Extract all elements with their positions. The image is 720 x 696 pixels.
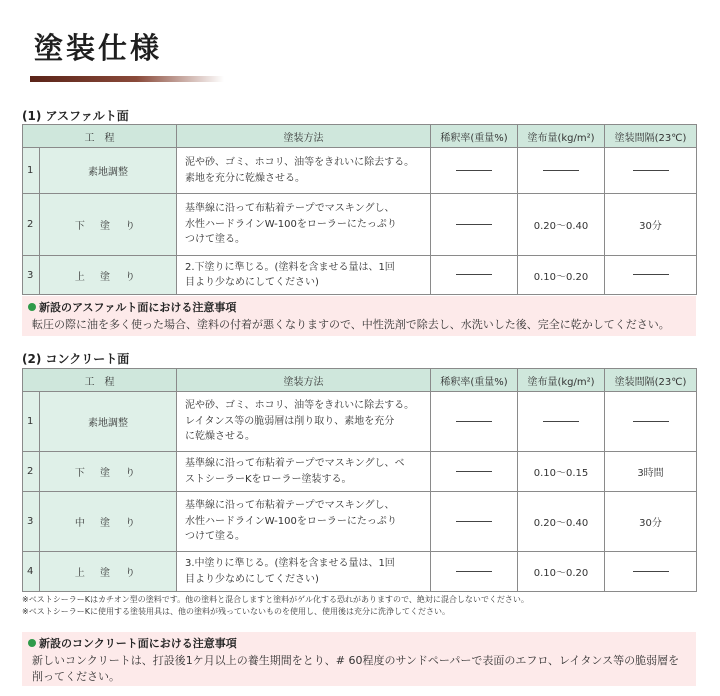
table-row xyxy=(23,194,697,256)
interval-value xyxy=(605,552,697,592)
coverage-value: 0.20～0.40 xyxy=(518,492,605,552)
interval-value: 3時間 xyxy=(605,452,697,492)
not-applicable-dash xyxy=(456,421,492,422)
step-name: 上 塗 り xyxy=(40,552,177,592)
col-header-coverage: 塗布量(kg/m²) xyxy=(518,369,605,392)
dilution-value xyxy=(431,552,518,592)
step-number: 2 xyxy=(23,194,40,256)
step-name: 素地調整 xyxy=(40,148,177,194)
coverage-value: 0.10～0.15 xyxy=(518,452,605,492)
method-text: 泥や砂、ゴミ、ホコリ、油等をきれいに除去する。 素地を充分に乾燥させる。 xyxy=(177,148,431,194)
note-body: 転圧の際に油を多く使った場合、塗料の付着が悪くなりますので、中性洗剤で除去し、水洗いした後、完全に乾かしてください。 xyxy=(32,318,670,331)
step-number: 1 xyxy=(23,148,40,194)
col-header-dilution: 稀釈率(重量%) xyxy=(431,369,518,392)
interval-value xyxy=(605,256,697,295)
asphalt-caution-note xyxy=(22,296,696,336)
col-header-method: 塗装方法 xyxy=(177,125,431,148)
step-number: 1 xyxy=(23,392,40,452)
dilution-value xyxy=(431,492,518,552)
green-bullet-icon xyxy=(28,303,36,311)
not-applicable-dash xyxy=(633,274,669,275)
not-applicable-dash xyxy=(456,170,492,171)
col-header-process: 工 程 xyxy=(23,369,177,392)
step-name: 下 塗 り xyxy=(40,194,177,256)
step-name: 中 塗 り xyxy=(40,492,177,552)
dilution-value xyxy=(431,392,518,452)
coverage-value xyxy=(518,148,605,194)
not-applicable-dash xyxy=(543,421,579,422)
table-row xyxy=(23,492,697,552)
footnote: ※ベストシーラーKはカチオン型の塗料です。他の塗料と混合しますと塗料がゲル化する恐れがありますので、絶対に混合しないでください。 xyxy=(22,595,529,604)
method-text: 2.下塗りに準じる。(塗料を含ませる量は、1回 目より少なめにしてください) xyxy=(177,256,431,295)
col-header-interval: 塗装間隔(23℃) xyxy=(605,369,697,392)
interval-value: 30分 xyxy=(605,492,697,552)
coverage-value xyxy=(518,392,605,452)
dilution-value xyxy=(431,256,518,295)
col-header-dilution: 稀釈率(重量%) xyxy=(431,125,518,148)
table-row xyxy=(23,452,697,492)
method-text: 基準線に沿って布粘着テープでマスキングし、 水性ハードラインW-100をローラーにたっぷり つけて塗る。 xyxy=(177,194,431,256)
footnotes xyxy=(22,594,702,617)
not-applicable-dash xyxy=(633,571,669,572)
note-title: 新設のアスファルト面における注意事項 xyxy=(39,301,237,314)
page-title: 塗装仕様 xyxy=(34,31,163,65)
not-applicable-dash xyxy=(456,571,492,572)
note-body: 新しいコンクリートは、打設後1ケ月以上の養生期間をとり、# 60程度のサンドペーパーで表面のエフロ、レイタンス等の脆弱層を 削ってください。 xyxy=(32,654,680,683)
note-title: 新設のコンクリート面における注意事項 xyxy=(39,637,237,650)
method-text: 基準線に沿って布粘着テープでマスキングし、 水性ハードラインW-100をローラーにたっぷり つけて塗る。 xyxy=(177,492,431,552)
coverage-value: 0.20～0.40 xyxy=(518,194,605,256)
step-name: 素地調整 xyxy=(40,392,177,452)
method-text: 基準線に沿って布粘着テープでマスキングし、ベ ストシーラーKをローラー塗装する。 xyxy=(177,452,431,492)
concrete-spec-table xyxy=(22,368,697,592)
method-text: 3.中塗りに準じる。(塗料を含ませる量は、1回 目より少なめにしてください) xyxy=(177,552,431,592)
coverage-value: 0.10～0.20 xyxy=(518,256,605,295)
not-applicable-dash xyxy=(456,471,492,472)
not-applicable-dash xyxy=(456,224,492,225)
section2-title: (2) コンクリート面 xyxy=(22,352,130,366)
col-header-process: 工 程 xyxy=(23,125,177,148)
method-text: 泥や砂、ゴミ、ホコリ、油等をきれいに除去する。 レイタンス等の脆弱層は削り取り、素地を充分 に乾燥させる。 xyxy=(177,392,431,452)
dilution-value xyxy=(431,452,518,492)
dilution-value xyxy=(431,148,518,194)
step-name: 上 塗 り xyxy=(40,256,177,295)
col-header-coverage: 塗布量(kg/m²) xyxy=(518,125,605,148)
step-number: 2 xyxy=(23,452,40,492)
step-number: 4 xyxy=(23,552,40,592)
step-number: 3 xyxy=(23,492,40,552)
col-header-method: 塗装方法 xyxy=(177,369,431,392)
not-applicable-dash xyxy=(456,274,492,275)
not-applicable-dash xyxy=(456,521,492,522)
table-row xyxy=(23,256,697,295)
step-number: 3 xyxy=(23,256,40,295)
step-name: 下 塗 り xyxy=(40,452,177,492)
footnote: ※ベストシーラーKに使用する塗装用具は、他の塗料が残っていないものを使用し、使用後は充分に洗浄してください。 xyxy=(22,606,450,616)
table-row xyxy=(23,392,697,452)
concrete-caution-note xyxy=(22,632,696,686)
table-row xyxy=(23,552,697,592)
title-underline xyxy=(30,76,224,82)
not-applicable-dash xyxy=(633,421,669,422)
coverage-value: 0.10～0.20 xyxy=(518,552,605,592)
col-header-interval: 塗装間隔(23℃) xyxy=(605,125,697,148)
interval-value xyxy=(605,392,697,452)
table-header-row xyxy=(23,125,697,148)
interval-value xyxy=(605,148,697,194)
table-row xyxy=(23,148,697,194)
not-applicable-dash xyxy=(633,170,669,171)
section1-title: (1) アスファルト面 xyxy=(22,109,129,123)
green-bullet-icon xyxy=(28,639,36,647)
interval-value: 30分 xyxy=(605,194,697,256)
table-header-row xyxy=(23,369,697,392)
dilution-value xyxy=(431,194,518,256)
not-applicable-dash xyxy=(543,170,579,171)
asphalt-spec-table xyxy=(22,124,697,295)
